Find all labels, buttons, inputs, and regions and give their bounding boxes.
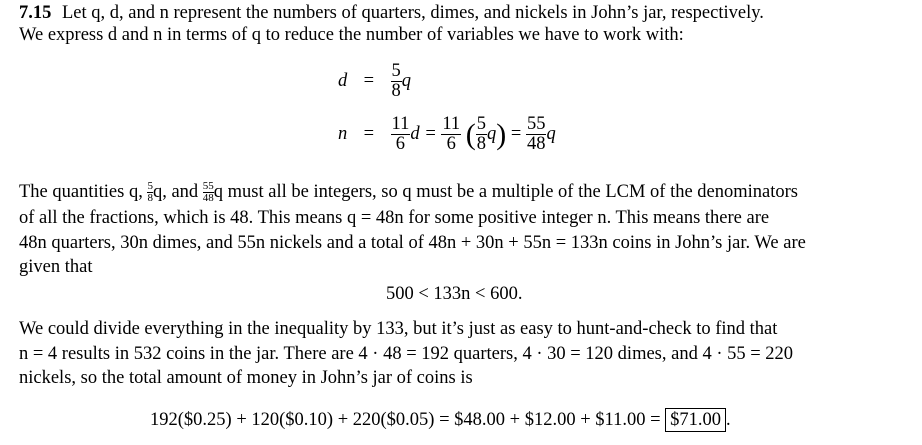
para3-line-1: We could divide everything in the inequality by 133, but it’s just as easy to hunt-and-check to find that — [19, 319, 778, 339]
para2-text-b: q, and — [152, 182, 203, 202]
final-expression: 192($0.25) + 120($0.10) + 220($0.05) = $48.00 + $12.00 + $11.00 = — [150, 410, 666, 430]
eq-d-frac-num: 5 — [391, 61, 401, 81]
eq-n-frac-b — [441, 115, 461, 155]
eq-n-frac-d-den: 48 — [526, 134, 546, 155]
eq-n-frac-a-den: 6 — [395, 134, 406, 155]
para2-line-3: 48n quarters, 30n dimes, and 55n nickels and a total of 48n + 30n + 55n = 133n coins in John’s jar. We are — [19, 233, 806, 253]
para3-line-2: n = 4 results in 532 coins in the jar. There are 4 · 48 = 192 quarters, 4 · 30 = 120 dimes, and 4 · 55 = 220 — [19, 344, 794, 364]
equation-row-d — [338, 62, 411, 102]
right-paren: ) — [496, 117, 507, 151]
inline-frac-2-num: 55 — [202, 180, 214, 193]
eq-n-frac-d-num: 55 — [526, 114, 546, 134]
inline-frac-1-den: 8 — [147, 192, 153, 205]
para2-line-1 — [19, 181, 798, 204]
eq-n-lhs: n — [338, 124, 348, 145]
eq-n-frac-d — [526, 115, 547, 155]
eq-d-fraction — [391, 62, 402, 102]
eq-d-var: q — [401, 71, 411, 92]
eq-n-var-c: q — [487, 124, 497, 145]
eq-n-equals-2: = — [510, 124, 522, 145]
eq-n-frac-b-den: 6 — [446, 134, 456, 155]
para2-text-a: The quantities q, — [19, 182, 148, 202]
problem-number: 7.15 — [19, 3, 52, 23]
eq-n-frac-c-den: 8 — [476, 134, 487, 155]
eq-d-equals: = — [363, 71, 375, 92]
eq-n-equals: = — [363, 124, 375, 145]
inline-frac-2 — [203, 181, 214, 204]
eq-n-frac-a — [391, 115, 411, 155]
eq-n-frac-c — [476, 115, 487, 155]
final-answer-box: $71.00 — [665, 408, 726, 432]
final-period: . — [726, 410, 731, 430]
left-paren: ( — [465, 117, 476, 151]
eq-n-frac-b-num: 11 — [442, 114, 461, 134]
para2-text-c: q must all be integers, so q must be a multiple of the LCM of the denominators — [213, 182, 798, 202]
inequality: 500 < 133n < 600. — [386, 284, 523, 304]
inline-frac-1-num: 5 — [147, 180, 153, 193]
equation-row-n — [338, 115, 556, 155]
inline-frac-2-den: 48 — [202, 192, 214, 205]
para2-line-2: of all the fractions, which is 48. This means q = 48n for some positive integer n. This means there are — [19, 208, 770, 228]
eq-d-lhs: d — [338, 71, 348, 92]
eq-n-var-d: q — [546, 124, 556, 145]
final-expression-line — [150, 410, 731, 431]
intro-line-2: We express d and n in terms of q to reduce the number of variables we have to work with: — [19, 25, 684, 45]
eq-n-frac-c-num: 5 — [476, 114, 487, 134]
eq-d-frac-den: 8 — [391, 81, 401, 102]
intro-line-1 — [19, 2, 764, 24]
eq-n-frac-a-num: 11 — [391, 114, 410, 134]
eq-n-var-a: d = — [410, 124, 437, 145]
para3-line-3: nickels, so the total amount of money in John’s jar of coins is — [19, 368, 473, 388]
intro-text-1: Let q, d, and n represent the numbers of quarters, dimes, and nickels in John’s jar, respectively. — [57, 3, 764, 23]
para2-line-4: given that — [19, 257, 93, 277]
